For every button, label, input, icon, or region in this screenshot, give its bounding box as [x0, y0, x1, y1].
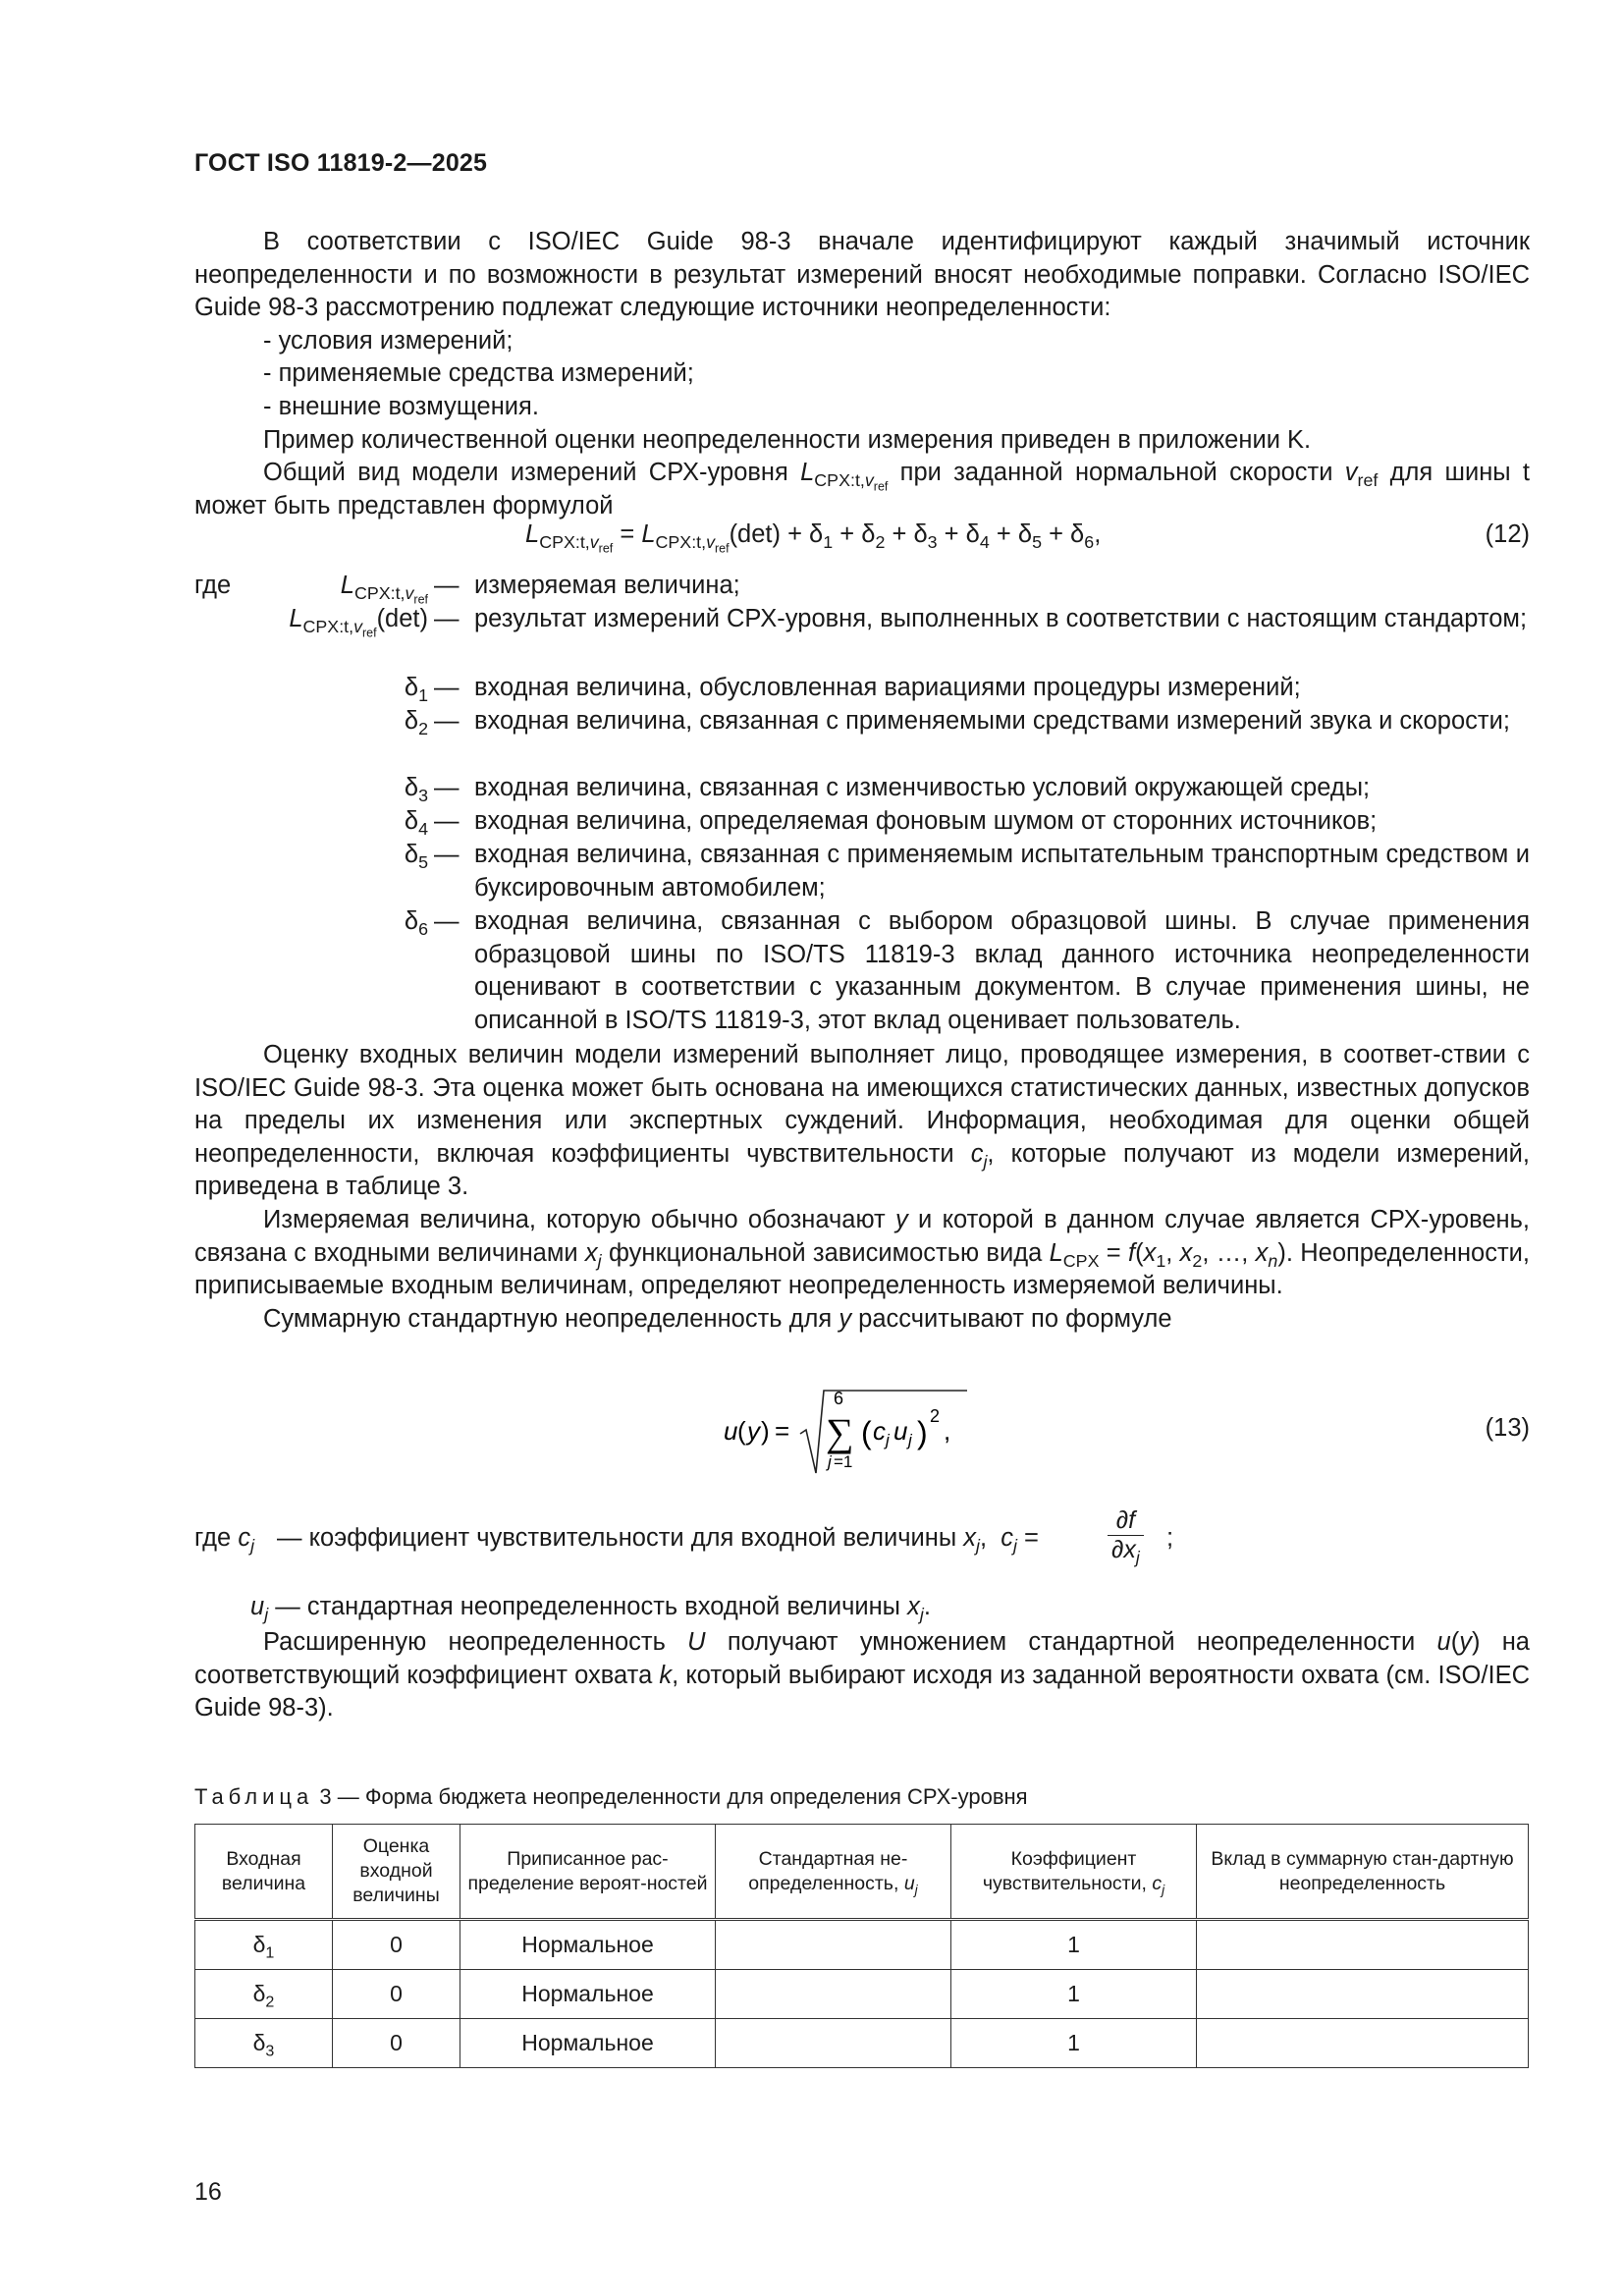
- where-desc: результат измерений СРХ-уровня, выполненных в соответствии с настоящим стандартом;: [474, 605, 1528, 632]
- table-cell: [716, 2019, 951, 2068]
- table-cell: [716, 1970, 951, 2019]
- table-cell: 1: [951, 1920, 1197, 1970]
- table-cell: [1197, 1970, 1529, 2019]
- partial-fraction: [1108, 1506, 1144, 1568]
- dash: —: [434, 674, 460, 701]
- table-cell: Нормальное: [460, 2019, 716, 2068]
- svg-text:y: y: [747, 1416, 760, 1446]
- svg-text:2: 2: [930, 1406, 941, 1426]
- paragraph-combined: Суммарную стандартную неопределенность для y рассчитывают по формуле: [263, 1304, 1172, 1333]
- table-cell: $\delta_3$: [195, 2019, 333, 2068]
- table-cell: [716, 1920, 951, 1970]
- where-desc: входная величина, связанная с изменчивостью условий окружающей среды;: [474, 774, 1371, 801]
- dash: —: [434, 605, 460, 632]
- where-desc: входная величина, связанная с применяемым испытательным транспортным средством и буксировочным автомобилем;: [474, 841, 1530, 902]
- where-desc: измеряемая величина;: [474, 572, 740, 599]
- symbol: $\delta_5$: [404, 841, 428, 873]
- svg-text:): ): [761, 1416, 770, 1446]
- semicolon: ;: [1166, 1524, 1174, 1552]
- table-header: Входная величина: [195, 1825, 333, 1920]
- dash: —: [434, 807, 460, 835]
- paragraph-expanded: Расширенную неопределенность U получают умножением стандартной неопределенности u(y) на соответствующий коэффициент охвата k, который выбирают исходя из заданной вероятности охвата (см. ISO/IEC Guide 98-3).: [194, 1628, 1530, 1722]
- table-header: Вклад в суммарную стан-дартную неопределенность: [1197, 1825, 1529, 1920]
- paragraph-example: Пример количественной оценки неопределенности измерения приведен в приложении K.: [263, 425, 1312, 454]
- where-word: где: [194, 1524, 232, 1552]
- budget-table: [194, 1824, 1529, 2068]
- table-cell: $\delta_2$: [195, 1970, 333, 2019]
- svg-text:j: j: [828, 1452, 832, 1471]
- caption-prefix: Таблица: [194, 1784, 314, 1809]
- symbol: $L_{CPX:t,v_{ref}}(\det)$: [289, 605, 428, 640]
- dash: —: [434, 907, 460, 935]
- table-cell: Нормальное: [460, 1920, 716, 1970]
- symbol: $\delta_2$: [404, 707, 428, 739]
- document-header: ГОСТ ISO 11819-2—2025: [194, 149, 488, 177]
- fraction: $\frac{\partial f}{\partial x_j}$: [1108, 1506, 1144, 1564]
- text-span: для шины t может быть представлен формулой: [194, 459, 1530, 519]
- svg-text:,: ,: [944, 1416, 951, 1446]
- where-cj: [194, 1506, 1530, 1571]
- table-row: [195, 1920, 1529, 1970]
- table-cell: 1: [951, 1970, 1197, 2019]
- table-cell: 0: [333, 1920, 460, 1970]
- table-cell: [1197, 2019, 1529, 2068]
- symbol: $\delta_6$: [404, 907, 428, 940]
- list-item: - условия измерений;: [263, 326, 514, 355]
- table-row: [195, 2019, 1529, 2068]
- text-span: на соответствующий коэффициент охвата: [194, 1628, 1530, 1689]
- text-span: Суммарную стандартную неопределенность для: [263, 1304, 833, 1333]
- where-label: где $c_j$: [194, 1524, 255, 1557]
- page-number: 16: [194, 2178, 222, 2206]
- svg-text:=1: =1: [834, 1452, 853, 1471]
- svg-text:j: j: [886, 1431, 890, 1449]
- table-header-row: [195, 1825, 1529, 1920]
- equation-number: (13): [1485, 1414, 1530, 1442]
- paragraph-intro: В соответствии с ISO/IEC Guide 98-3 вначале идентифицируют каждый значимый источник неопределенности и по возможности в результат измерений вносят необходимые поправки. Согласно ISO/IEC Guide 98-3 рассмотрению подлежат следующие источники неопределенности:: [194, 228, 1530, 322]
- svg-text:∑: ∑: [826, 1410, 854, 1454]
- table-cell: 1: [951, 2019, 1197, 2068]
- where-label: где: [194, 572, 232, 599]
- svg-text:6: 6: [834, 1389, 844, 1408]
- table-cell: [1197, 1920, 1529, 1970]
- dash: —: [434, 774, 460, 801]
- table-header: Стандартная не-определенность, $u_j$: [716, 1825, 951, 1920]
- text-span: , которые получают из модели измерений, приведена в таблице 3.: [194, 1139, 1530, 1201]
- table-cell: 0: [333, 1970, 460, 2019]
- assessment-block: [194, 1039, 1530, 1336]
- where-desc: входная величина, определяемая фоновым шумом от сторонних источников;: [474, 807, 1378, 835]
- table-cell: Нормальное: [460, 1970, 716, 2019]
- table-row: [195, 1970, 1529, 2019]
- paragraph-assessment: Оценку входных величин модели измерений выполняет лицо, проводящее измерения, в соответ-ствии с ISO/IEC Guide 98-3. Эта оценка может быть основана на имеющихся статистических данных, известных допусков на пределы их изменения или экспертных суждений. Информация, необходимая для оценки общей неопределенности, включая коэффициенты чувствительности $c_j$, которые получают из модели измерений, приведена в таблице 3.: [194, 1041, 1530, 1201]
- svg-text:): ): [917, 1415, 928, 1450]
- intro-block: [194, 226, 1530, 522]
- text-span: получают умножением стандартной неопределенности: [727, 1628, 1416, 1656]
- text-span: — коэффициент чувствительности для входной величины: [277, 1524, 957, 1552]
- text-span: Измеряемая величина, которую обычно обозначают: [263, 1205, 886, 1233]
- svg-text:=: =: [775, 1416, 790, 1446]
- svg-text:(: (: [861, 1415, 872, 1450]
- symbol: $\delta_4$: [404, 807, 428, 840]
- text-span: при заданной нормальной скорости: [899, 459, 1333, 487]
- text-span: Неопределенности, приписываемые входным величинам, определяют неопределенность измеряемой величины.: [194, 1238, 1530, 1300]
- where-uj: $u_j$ — стандартная неопределенность входной величины $x_j$.: [250, 1593, 931, 1625]
- text-span: и которой в данном случае является СРХ-уровень, связана с входными величинами: [194, 1205, 1530, 1267]
- text-span: Расширенную неопределенность: [263, 1628, 666, 1656]
- paragraph-measurand: Измеряемая величина, которую обычно обозначают y и которой в данном случае является СРХ-уровень, связана с входными величинами $x_j$ функциональной зависимостью вида $L_{CPX} = f(x_1$, $x_2$, …, $x_n$). Неопределенности, приписываемые входным величинам, определяют неопределенность измеряемой величины.: [194, 1205, 1530, 1300]
- text-span: — стандартная неопределенность входной величины: [275, 1593, 901, 1620]
- table-caption: [194, 1784, 1028, 1810]
- svg-text:u: u: [724, 1416, 738, 1446]
- svg-text:j: j: [908, 1431, 912, 1449]
- where-desc: входная величина, обусловленная вариациями процедуры измерений;: [474, 674, 1301, 701]
- caption-text: 3 — Форма бюджета неопределенности для определения СРХ-уровня: [319, 1784, 1028, 1809]
- table-header: Приписанное рас-пределение вероят-ностей: [460, 1825, 716, 1920]
- text-span: функциональной зависимостью вида: [608, 1238, 1043, 1267]
- table-cell: $\delta_1$: [195, 1920, 333, 1970]
- where-desc: — коэффициент чувствительности для входной величины $x_j$, $c_j$ =: [277, 1524, 1039, 1557]
- where-desc: входная величина, связанная с применяемыми средствами измерений звука и скорости;: [474, 707, 1510, 735]
- text-span: , который выбирают исходя из заданной вероятности охвата (см. ISO/IEC Guide 98-3).: [194, 1661, 1530, 1722]
- table-header: Оценка входной величины: [333, 1825, 460, 1920]
- equation-13: [722, 1383, 977, 1481]
- symbol: $\delta_3$: [404, 774, 428, 806]
- dash: —: [434, 707, 460, 735]
- text-span: Общий вид модели измерений СРХ-уровня: [263, 459, 788, 487]
- text-span: рассчитывают по формуле: [858, 1304, 1172, 1333]
- symbol: $L_{CPX:t,v_{ref}}$: [340, 572, 428, 607]
- svg-text:c: c: [873, 1416, 886, 1446]
- equation-number: (12): [1485, 520, 1530, 548]
- equation-12: $L_{CPX:t,v_{ref}} = L_{CPX:t,v_{ref}}(\det) + \delta_1 + \delta_2 + \delta_3 + \delta_4 + \delta_5 + \delta_6$,: [525, 520, 1102, 556]
- table-cell: 0: [333, 2019, 460, 2068]
- symbol: $\delta_1$: [404, 674, 428, 706]
- sqrt-formula: [722, 1383, 977, 1481]
- list-item: - внешние возмущения.: [263, 392, 539, 420]
- list-item: - применяемые средства измерений;: [263, 359, 694, 388]
- svg-text:(: (: [737, 1416, 746, 1446]
- header-text: Коэффициент чувствительности,: [982, 1847, 1147, 1894]
- text-span: Оценку входных величин модели измерений выполняет лицо, проводящее измерения, в соответ-ствии с ISO/IEC Guide 98-3. Эта оценка может быть основана на имеющихся статистических данных, известных допусков на пределы их изменения или экспертных суждений. Информация, необходимая для оценки общей неопределенности, включая коэффициенты чувствительности: [194, 1041, 1530, 1168]
- dash: —: [434, 841, 460, 868]
- paragraph-model: Общий вид модели измерений СРХ-уровня $L_{CPX:t,v_{ref}}$ при заданной нормальной скорости $v_{ref}$ для шины t может быть представлен формулой: [194, 459, 1530, 519]
- dash: —: [434, 572, 460, 599]
- expanded-block: [194, 1626, 1530, 1725]
- svg-text:u: u: [893, 1416, 908, 1446]
- table-header: Коэффициент чувствительности, $c_j$: [951, 1825, 1197, 1920]
- header-text: Стандартная не-определенность,: [748, 1847, 908, 1894]
- where-desc: входная величина, связанная с выбором образцовой шины. В случае применения образцовой шины по ISO/TS 11819-3 вклад данного источника неопределенности оценивают в соответствии с указанным документом. В случае применения шины, не описанной в ISO/TS 11819-3, этот вклад оценивает пользователь.: [474, 907, 1530, 1034]
